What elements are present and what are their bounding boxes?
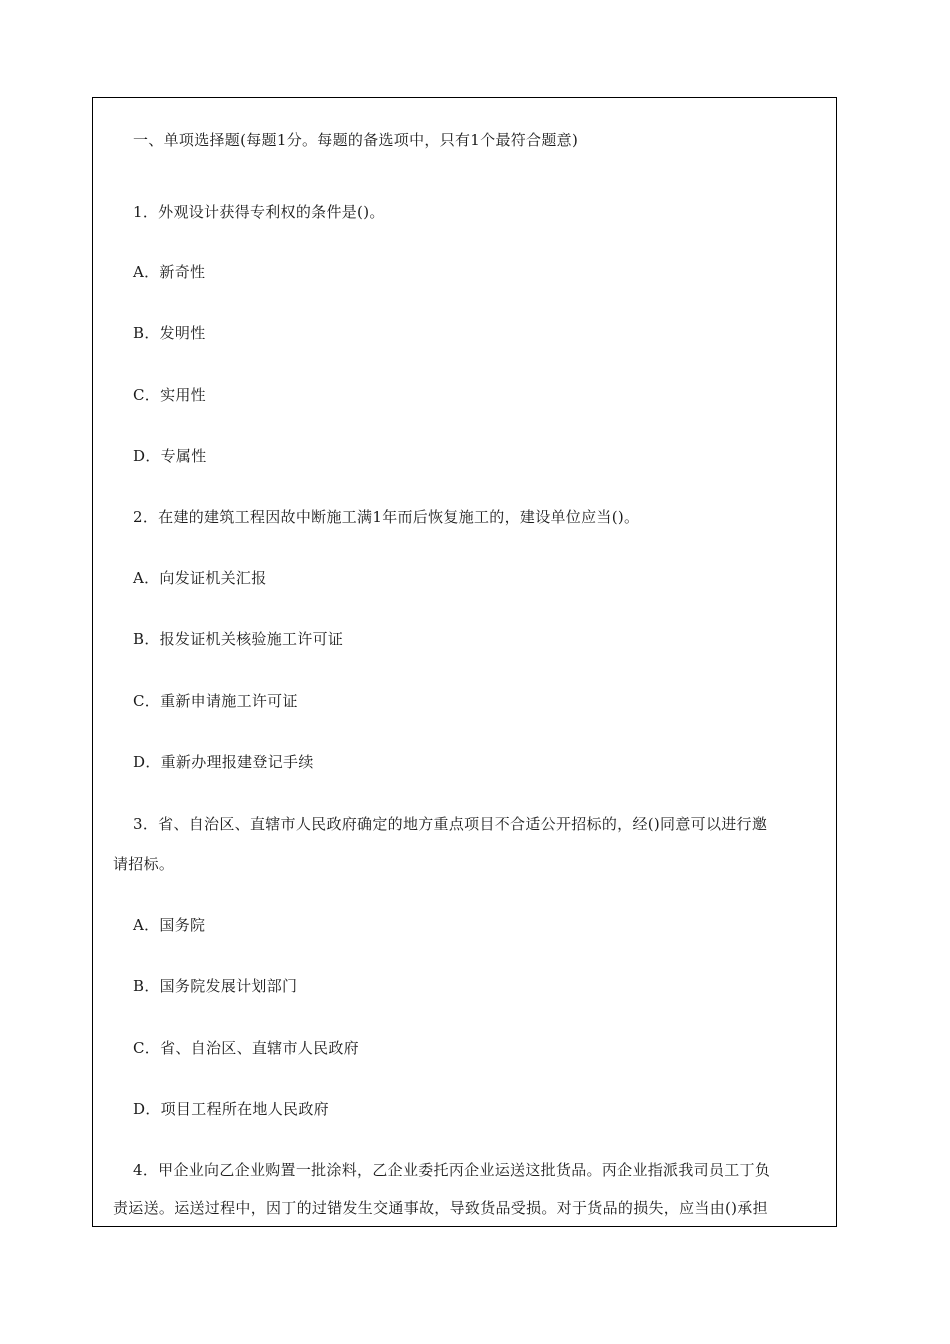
document-page	[92, 97, 837, 1227]
question-3-option-d: D．项目工程所在地人民政府	[133, 1100, 329, 1118]
question-1-stem: 1．外观设计获得专利权的条件是()。	[133, 203, 385, 221]
question-1-option-b: B．发明性	[133, 324, 206, 342]
question-2-option-b: B．报发证机关核验施工许可证	[133, 630, 344, 648]
question-3-option-c: C．省、自治区、直辖市人民政府	[133, 1039, 359, 1057]
question-3-stem-line-1: 3．省、自治区、直辖市人民政府确定的地方重点项目不合适公开招标的，经()同意可以进行邀	[133, 815, 768, 833]
question-2-option-a: A．向发证机关汇报	[133, 569, 267, 587]
question-1-option-d: D．专属性	[133, 447, 207, 465]
question-4-stem-line-2: 责运送。运送过程中，因丁的过错发生交通事故，导致货品受损。对于货品的损失，应当由()承担	[113, 1199, 768, 1217]
question-3-stem-line-2: 请招标。	[113, 855, 175, 873]
question-3-option-b: B．国务院发展计划部门	[133, 977, 298, 995]
question-2-option-c: C．重新申请施工许可证	[133, 692, 298, 710]
question-4-stem-line-1: 4．甲企业向乙企业购置一批涂料，乙企业委托丙企业运送这批货品。丙企业指派我司员工丁负	[133, 1161, 771, 1179]
question-1-option-a: A．新奇性	[133, 263, 206, 281]
section-heading: 一、单项选择题(每题1分。每题的备选项中，只有1个最符合题意)	[133, 131, 579, 149]
question-2-stem: 2．在建的建筑工程因故中断施工满1年而后恢复施工的，建设单位应当()。	[133, 508, 640, 526]
question-2-option-d: D．重新办理报建登记手续	[133, 753, 314, 771]
question-1-option-c: C．实用性	[133, 386, 206, 404]
question-3-option-a: A．国务院	[133, 916, 206, 934]
